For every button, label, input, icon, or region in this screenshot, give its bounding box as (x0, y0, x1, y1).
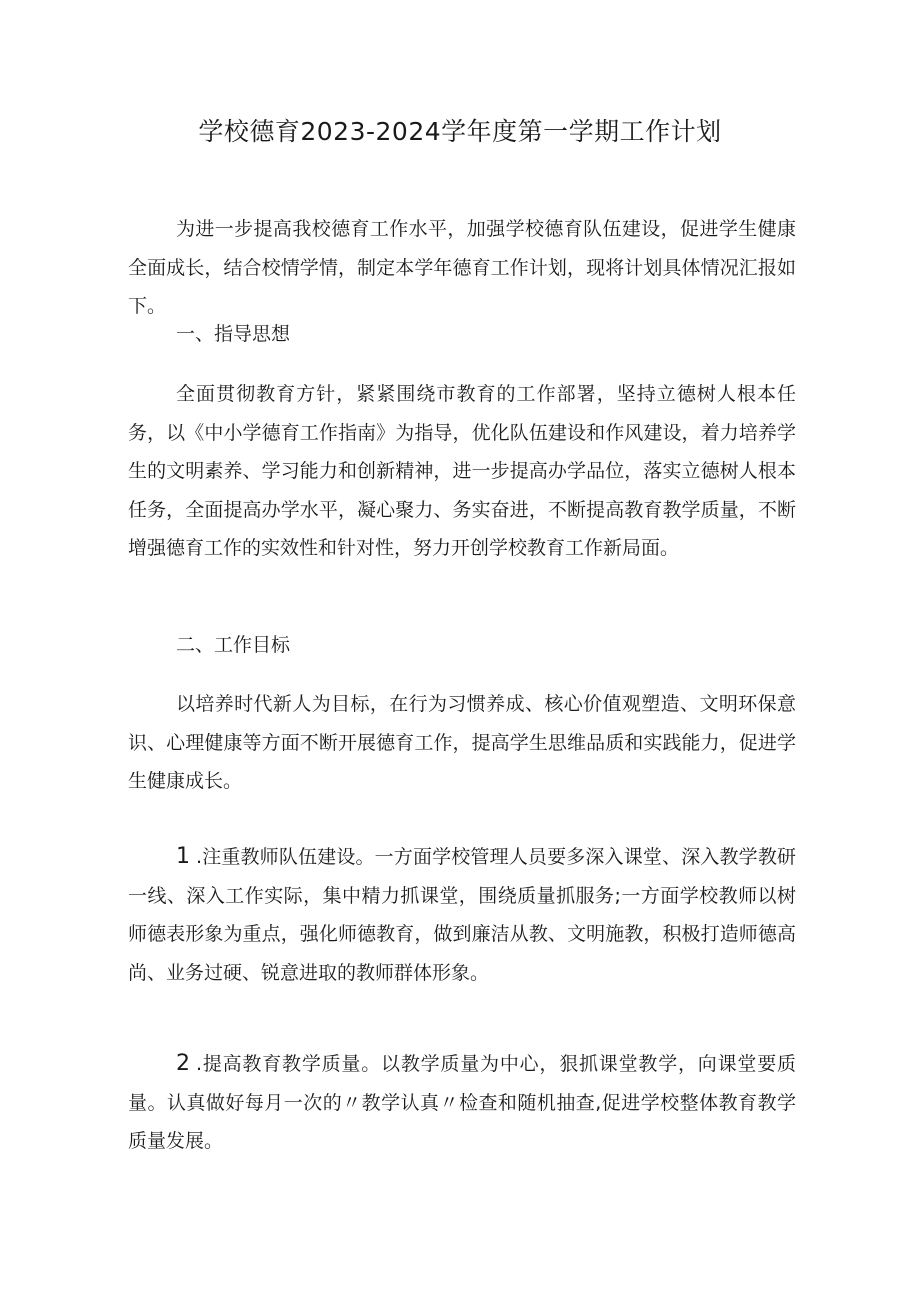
guiding-ideology-paragraph: 全面贯彻教育方针，紧紧围绕市教育的工作部署，坚持立德树人根本任务，以《中小学德育工作指南》为指导，优化队伍建设和作风建设，着力培养学生的文明素养、学习能力和创新精神，进一步提高办学品位，落实立德树人根本任务，全面提高办学水平，凝心聚力、务实奋进，不断提高教育教学质量，不断增强德育工作的实效性和针对性，努力开创学校教育工作新局面。 (128, 383, 796, 559)
item-number: 1 (176, 844, 190, 869)
intro-paragraph: 为进一步提高我校德育工作水平，加强学校德育队伍建设，促进学生健康全面成长，结合校情学情，制定本学年德育工作计划，现将计划具体情况汇报如下。 (128, 218, 796, 317)
item-paragraph-teaching-quality (128, 1045, 796, 1161)
item-text: .注重教师队伍建设。一方面学校管理人员要多深入课堂、深入教学教研一线、深入工作实际，集中精力抓课堂，围绕质量抓服务;一方面学校教师以树师德表形象为重点，强化师德教育，做到廉洁从教、文明施教，积极打造师德高尚、业务过硬、锐意进取的教师群体形象。 (128, 846, 796, 984)
section-heading-guiding-ideology: 一、指导思想 (176, 323, 291, 345)
document-title: 学校德育2023-2024学年度第一学期工作计划 (198, 117, 722, 146)
item-number: 2 (176, 1051, 190, 1076)
section-heading-work-goals: 二、工作目标 (176, 634, 291, 656)
work-goals-paragraph: 以培养时代新人为目标，在行为习惯养成、核心价值观塑造、文明环保意识、心理健康等方面不断开展德育工作，提高学生思维品质和实践能力，促进学生健康成长。 (128, 693, 796, 792)
item-paragraph-teacher-team (128, 838, 796, 992)
item-text: .提高教育教学质量。以教学质量为中心，狠抓课堂教学，向课堂要质量。认真做好每月一次的〃教学认真〃检查和随机抽查,促进学校整体教育教学质量发展。 (128, 1053, 796, 1152)
